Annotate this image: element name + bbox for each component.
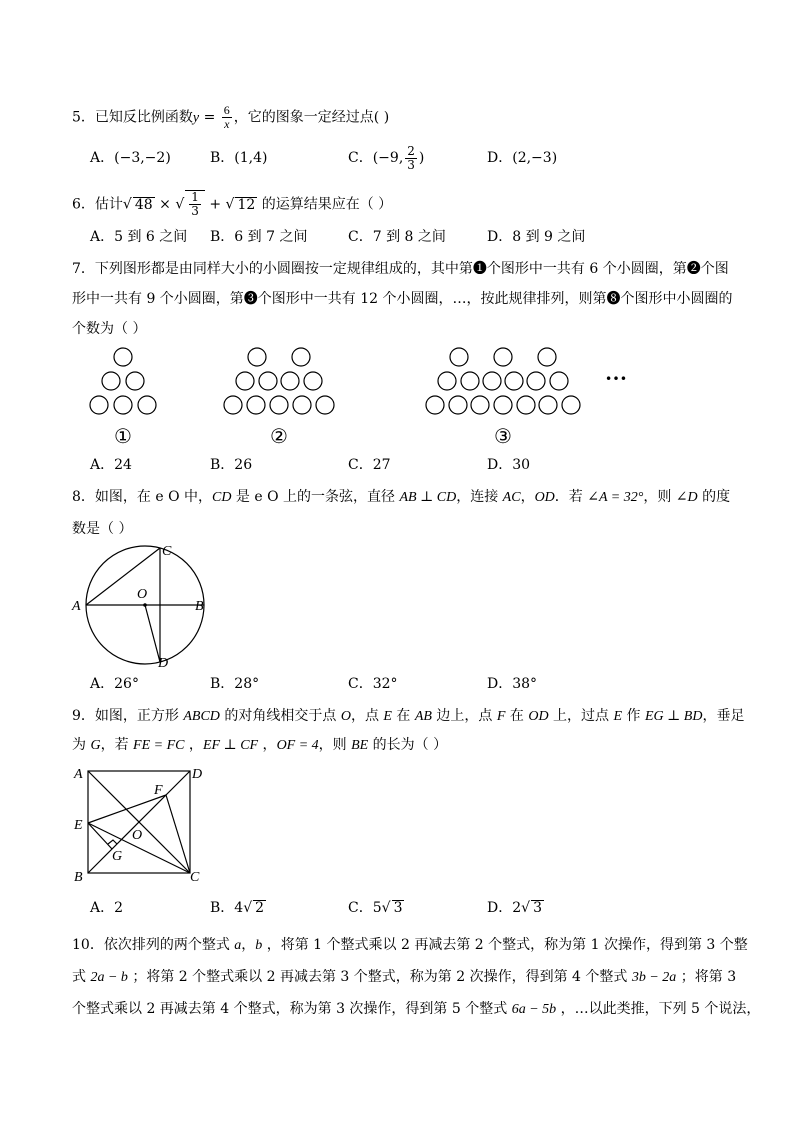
q7-option-b[interactable] xyxy=(210,455,252,475)
option-letter: C． xyxy=(348,150,373,166)
frac-den: 3 xyxy=(191,204,199,218)
q9-math: FE = FC xyxy=(133,738,185,753)
pattern-circle xyxy=(494,396,512,414)
pattern-circle xyxy=(304,372,322,390)
q9-text: ，若 xyxy=(100,737,134,753)
q6-option-d[interactable] xyxy=(487,227,585,247)
q9-option-b[interactable]: B．4√ 2 xyxy=(210,900,265,916)
q9-text: 作 xyxy=(622,708,645,724)
q7-fig-label-3: ③ xyxy=(494,426,512,448)
option-value: 8 到 9 之间 xyxy=(512,229,586,245)
q9-option-c[interactable]: C．5√ 3 xyxy=(348,900,403,916)
q6-tail: 的运算结果应在（ ） xyxy=(261,196,393,213)
option-letter: A． xyxy=(90,457,115,473)
q9-right-angle-mark xyxy=(108,840,117,844)
option-letter: B． xyxy=(210,150,235,166)
option-value: 38° xyxy=(512,676,538,692)
pattern-circle xyxy=(224,396,242,414)
q10-math: b xyxy=(255,938,263,953)
q6-sqrt-12: 12 xyxy=(237,196,256,213)
question-8-line-2: 数是（ ） xyxy=(72,521,133,537)
option-letter: B． xyxy=(210,900,235,916)
q8-label-a: A xyxy=(72,599,81,614)
q5-text: 5．已知反比例函数 xyxy=(72,109,193,126)
q8-label-c: C xyxy=(162,544,172,559)
q10-math: 6a − 5b xyxy=(511,1002,557,1017)
question-9-line-1 xyxy=(72,706,744,727)
q9-text: 在 xyxy=(505,708,529,724)
question-10-line-3 xyxy=(72,999,760,1020)
pattern-circle xyxy=(505,372,523,390)
q6-plus: + xyxy=(204,196,226,213)
pattern-circle xyxy=(316,396,334,414)
option-coef: 2 xyxy=(512,900,522,916)
q9-text: ，则 xyxy=(318,737,352,753)
q8-text: ，则 xyxy=(643,489,676,505)
q9-option-a[interactable] xyxy=(90,898,123,918)
q10-text: ， xyxy=(241,937,256,953)
q9-label-f: F xyxy=(154,783,163,798)
pattern-circle xyxy=(126,372,144,390)
pattern-circle xyxy=(527,372,545,390)
option-value: 6 到 7 之间 xyxy=(234,229,308,245)
option-value: (1,4) xyxy=(234,150,268,166)
pattern-circle xyxy=(517,396,535,414)
q8-segment-od xyxy=(145,605,160,662)
q5-option-c[interactable] xyxy=(348,140,424,176)
q9-segment-eg xyxy=(88,823,112,849)
q5-c-fraction xyxy=(405,145,417,172)
q9-math: OF = 4 xyxy=(276,738,319,753)
pattern-circle xyxy=(538,348,556,366)
q7-fig-label-2: ② xyxy=(270,426,288,448)
q6-times: × xyxy=(154,196,176,213)
q9-text: ， xyxy=(258,737,277,753)
q5-fn-y: y xyxy=(192,110,200,126)
q9-label-o: O xyxy=(132,828,143,843)
pattern-circle xyxy=(259,372,277,390)
pattern-circle xyxy=(247,396,265,414)
q8-math: ∠A = 32° xyxy=(587,490,644,505)
q8-option-c[interactable] xyxy=(348,674,398,694)
option-value: 2 xyxy=(114,900,124,916)
q9-math: O xyxy=(340,709,351,724)
q5-frac-den: x xyxy=(224,117,230,131)
option-letter: A． xyxy=(90,676,115,692)
q6-sqrt-frac xyxy=(185,190,205,218)
option-radicand: 3 xyxy=(393,900,403,916)
q10-math: 3b − 2a xyxy=(631,970,677,985)
question-5-stem xyxy=(72,104,389,131)
q5-fraction xyxy=(222,104,232,131)
q8-text: 的度 xyxy=(697,489,731,505)
q9-math: BE xyxy=(351,738,369,753)
q9-math: E xyxy=(613,709,623,724)
q6-text: 6．估计 xyxy=(72,196,123,213)
q10-text: 10．依次排列的两个整式 xyxy=(72,937,235,953)
q8-text: 8．如图，在 e O 中， xyxy=(72,489,213,505)
option-letter: A． xyxy=(90,229,115,245)
option-letter: D． xyxy=(487,150,513,166)
q8-center-point xyxy=(143,603,147,607)
q9-math: G xyxy=(90,738,101,753)
q9-text: 9．如图，正方形 xyxy=(72,708,184,724)
option-letter: D． xyxy=(487,229,513,245)
q5-option-d[interactable] xyxy=(487,148,557,168)
q10-text: 式 xyxy=(72,969,91,985)
q8-option-b[interactable] xyxy=(210,674,259,694)
q9-label-d: D xyxy=(192,767,203,782)
q10-text: ，…以此类推，下列 5 个说法， xyxy=(556,1001,761,1017)
q8-math: AC xyxy=(502,490,521,505)
q6-inner-fraction xyxy=(189,191,201,218)
q6-option-c[interactable] xyxy=(348,227,446,247)
option-value: 28° xyxy=(234,676,260,692)
option-letter: B． xyxy=(210,457,235,473)
q6-option-a[interactable] xyxy=(90,227,187,247)
q9-math: ABCD xyxy=(183,709,220,724)
pattern-circle xyxy=(114,348,132,366)
option-value: 26 xyxy=(234,457,253,473)
question-8-line-1 xyxy=(72,487,730,508)
q9-text: 的长为（ ） xyxy=(368,737,448,753)
pattern-circle xyxy=(138,396,156,414)
question-10-line-2 xyxy=(72,967,736,988)
option-letter: B． xyxy=(210,676,235,692)
q9-label-g: G xyxy=(112,849,123,864)
option-letter: D． xyxy=(487,457,513,473)
q8-option-d[interactable] xyxy=(487,674,537,694)
option-letter: B． xyxy=(210,229,235,245)
q7-ellipsis: … xyxy=(605,360,627,385)
question-7-line-1: 7．下列图形都是由同样大小的小圆圈按一定规律组成的，其中第➊个图形中一共有 6 个小圆圈，第➋个图 xyxy=(72,261,729,277)
question-6-stem: 6．估计√ 48 × √ $\frac{1}{3}$ + √ 12 的运算结果应在（ ） xyxy=(72,190,393,218)
q9-text: 为 xyxy=(72,737,91,753)
option-value: (−3,−2) xyxy=(114,150,171,166)
q8-circle-diagram xyxy=(68,540,218,670)
option-value-post: ) xyxy=(418,150,425,166)
q10-math: a xyxy=(234,938,242,953)
q9-label-e: E xyxy=(74,818,83,833)
option-value: 24 xyxy=(114,457,132,473)
q9-text: ，点 xyxy=(350,708,384,724)
q9-math: OD xyxy=(528,709,549,724)
q6-option-b[interactable] xyxy=(210,227,307,247)
option-letter: C． xyxy=(348,676,373,692)
pattern-circle xyxy=(102,372,120,390)
question-9-line-2 xyxy=(72,735,447,756)
q10-math: 2a − b xyxy=(90,970,128,985)
q7-fig-label-1: ① xyxy=(114,426,132,448)
q8-segment-ac xyxy=(86,548,160,605)
pattern-circle xyxy=(292,348,310,366)
pattern-circle xyxy=(270,396,288,414)
option-letter: C． xyxy=(348,457,373,473)
option-letter: D． xyxy=(487,676,513,692)
q6-sqrt-48: 48 xyxy=(134,196,153,213)
pattern-circle xyxy=(90,396,108,414)
q9-text: 上，过点 xyxy=(548,708,614,724)
pattern-circle xyxy=(248,348,266,366)
q9-math: EG ⊥ BD xyxy=(644,709,703,724)
question-7-line-3: 个数为（ ） xyxy=(72,321,147,337)
q8-text: ．若 xyxy=(554,489,588,505)
q9-math: F xyxy=(496,709,506,724)
pattern-circle xyxy=(461,372,479,390)
pattern-circle xyxy=(471,396,489,414)
q8-math: CD xyxy=(212,490,232,505)
option-coef: 5 xyxy=(372,900,382,916)
option-value: 5 到 6 之间 xyxy=(114,229,188,245)
option-letter: D． xyxy=(487,900,513,916)
q5-fn-eq: = xyxy=(199,109,220,126)
option-letter: A． xyxy=(90,150,115,166)
option-letter: C． xyxy=(348,229,373,245)
pattern-circle xyxy=(114,396,132,414)
q8-option-a[interactable] xyxy=(90,674,139,694)
option-radicand: 3 xyxy=(533,900,542,916)
option-letter: A． xyxy=(90,900,115,916)
q5-option-b[interactable] xyxy=(210,148,268,168)
question-7-line-2: 形中一共有 9 个小圆圈，第➌个图形中一共有 12 个小圆圈，…，按此规律排列，则第➑个图形中小圆圈的 xyxy=(72,291,733,307)
q9-label-b: B xyxy=(74,870,83,885)
q9-text: 的对角线相交于点 xyxy=(219,708,341,724)
pattern-circle xyxy=(236,372,254,390)
q5-frac-num: 6 xyxy=(223,103,230,117)
pattern-circle xyxy=(494,348,512,366)
q7-option-d[interactable] xyxy=(487,455,530,475)
frac-num: 2 xyxy=(407,143,415,158)
q9-text: ，垂足 xyxy=(702,708,745,724)
q10-text: ；将第 3 xyxy=(676,969,737,985)
q5-tail: ，它的图象一定经过点( ) xyxy=(233,109,390,126)
option-value: 7 到 8 之间 xyxy=(372,229,446,245)
q7-option-c[interactable] xyxy=(348,455,391,475)
pattern-circle xyxy=(483,372,501,390)
option-letter: C． xyxy=(348,900,373,916)
q10-text: ；将第 2 个整式乘以 2 再减去第 3 个整式，称为第 2 次操作，得到第 4 个整式 xyxy=(127,969,632,985)
pattern-circle xyxy=(550,372,568,390)
q9-text: 边上，点 xyxy=(431,708,497,724)
q9-label-a: A xyxy=(74,767,83,782)
q8-math: AB ⊥ CD xyxy=(399,490,457,505)
q8-label-o: O xyxy=(137,587,148,602)
pattern-circle xyxy=(293,396,311,414)
q5-option-a[interactable] xyxy=(90,148,171,168)
option-coef: 4 xyxy=(234,900,244,916)
option-value: 32° xyxy=(372,676,398,692)
q8-text: 是 e O 上的一条弦，直径 xyxy=(231,489,400,505)
q9-text: ， xyxy=(184,737,203,753)
pattern-circle xyxy=(281,372,299,390)
q8-math: ∠D xyxy=(675,490,698,505)
q9-option-d[interactable]: D．2√ 3 xyxy=(487,900,542,916)
q8-text: ， xyxy=(520,489,535,505)
q9-label-c: C xyxy=(190,870,200,885)
option-value: 27 xyxy=(372,457,391,473)
question-10-line-1 xyxy=(72,935,748,956)
q9-segment-ef xyxy=(88,795,166,823)
pattern-circle xyxy=(562,396,580,414)
frac-den: 3 xyxy=(407,157,415,172)
option-value: 30 xyxy=(512,457,531,473)
pattern-circle xyxy=(450,348,468,366)
q8-label-d: D xyxy=(158,656,169,670)
option-value: (2,−3) xyxy=(512,150,558,166)
q10-text: ，将第 1 个整式乘以 2 再减去第 2 个整式，称为第 1 次操作，得到第 3 个整 xyxy=(262,937,748,953)
q9-math: EF ⊥ CF xyxy=(202,738,259,753)
option-value-pre: (−9, xyxy=(372,150,404,166)
option-radicand: 2 xyxy=(255,900,265,916)
q7-circle-patterns xyxy=(60,340,660,452)
q7-option-a[interactable] xyxy=(90,455,132,475)
option-value: 26° xyxy=(114,676,139,692)
q8-label-b: B xyxy=(195,599,204,614)
q9-text: 在 xyxy=(391,708,415,724)
pattern-circle xyxy=(449,396,467,414)
q8-text: ，连接 xyxy=(456,489,503,505)
q8-math: OD xyxy=(534,490,555,505)
q10-text: 个整式乘以 2 再减去第 4 个整式，称为第 3 次操作，得到第 5 个整式 xyxy=(72,1001,512,1017)
q9-square-diagram xyxy=(72,763,212,885)
pattern-circle xyxy=(438,372,456,390)
q9-math: E xyxy=(383,709,392,724)
q9-math: AB xyxy=(414,709,432,724)
pattern-circle xyxy=(426,396,444,414)
pattern-circle xyxy=(539,396,557,414)
frac-num: 1 xyxy=(191,190,199,204)
